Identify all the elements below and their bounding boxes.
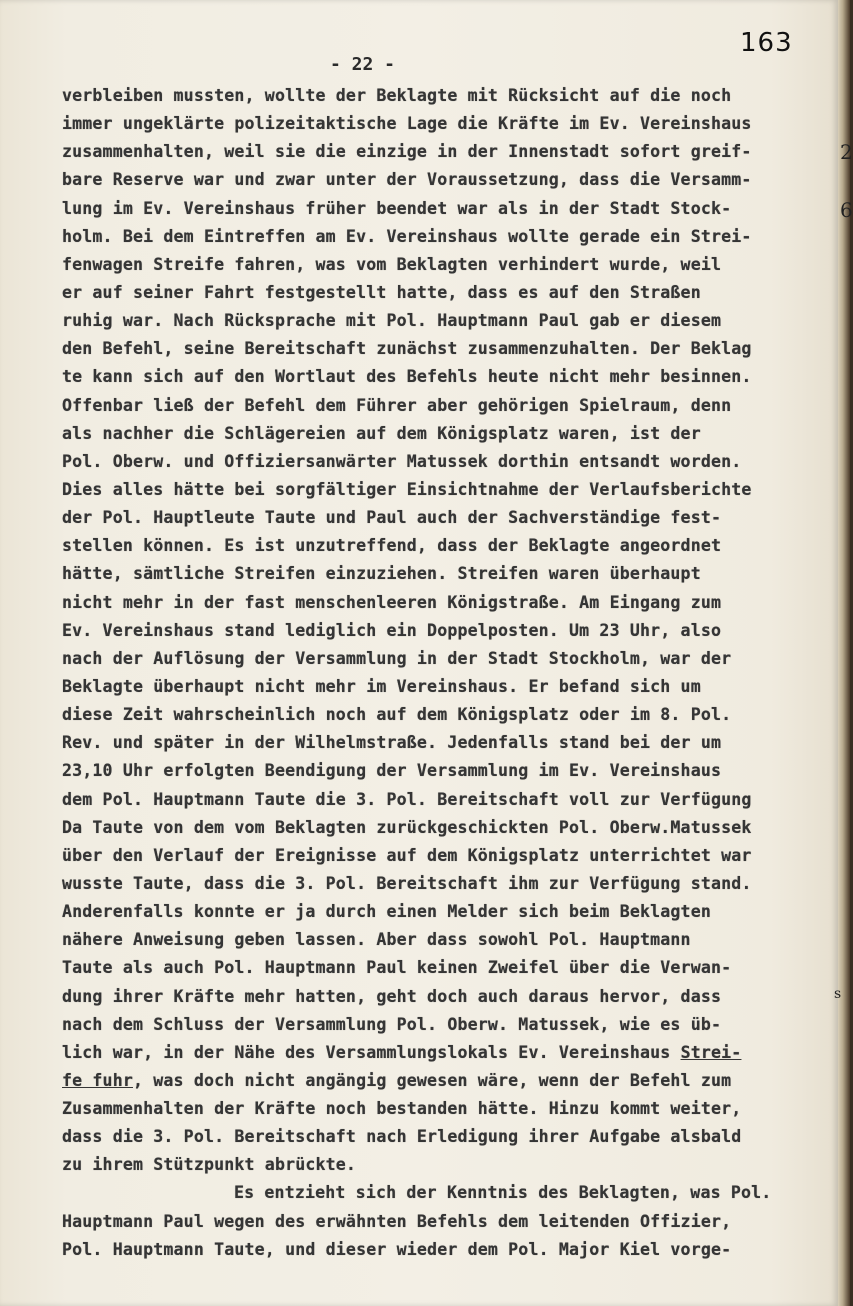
text-line: nach dem Schluss der Versammlung Pol. Oberw. Matussek, wie es üb-: [62, 1014, 722, 1034]
text-line: er auf seiner Fahrt festgestellt hatte, dass es auf den Straßen: [62, 282, 701, 302]
text-line: wusste Taute, dass die 3. Pol. Bereitschaft ihm zur Verfügung stand.: [62, 873, 752, 893]
text-line: 23,10 Uhr erfolgten Beendigung der Versammlung im Ev. Vereinshaus: [62, 761, 722, 781]
text-line: lung im Ev. Vereinshaus früher beendet war als in der Stadt Stock-: [62, 198, 732, 218]
text-line: den Befehl, seine Bereitschaft zunächst zusammenzuhalten. Der Beklag: [62, 339, 752, 359]
text-line: Hauptmann Paul wegen des erwähnten Befehls dem leitenden Offizier,: [62, 1211, 732, 1231]
text-line: Rev. und später in der Wilhelmstraße. Jedenfalls stand bei der um: [62, 733, 722, 753]
text-line: Offenbar ließ der Befehl dem Führer aber gehörigen Spielraum, denn: [62, 395, 732, 415]
edge-mark: 6: [840, 198, 853, 222]
edge-mark: 2: [840, 140, 853, 164]
text-line: der Pol. Hauptleute Taute und Paul auch der Sachverständige fest-: [62, 508, 722, 528]
text-line: als nachher die Schlägereien auf dem Königsplatz waren, ist der: [62, 423, 701, 443]
text-line: Ev. Vereinshaus stand lediglich ein Doppelposten. Um 23 Uhr, also: [62, 620, 722, 640]
text-line: te kann sich auf den Wortlaut des Befehls heute nicht mehr besinnen.: [62, 367, 752, 387]
text-line: dung ihrer Kräfte mehr hatten, geht doch auch daraus hervor, dass: [62, 986, 722, 1006]
adjacent-page-edge: [838, 0, 850, 1306]
edge-mark: s: [834, 986, 842, 1002]
text-line: zu ihrem Stützpunkt abrückte.: [62, 1155, 357, 1175]
text-line: ruhig war. Nach Rücksprache mit Pol. Hauptmann Paul gab er diesem: [62, 311, 722, 331]
body-text: [62, 82, 842, 1264]
text-line: lich war, in der Nähe des Versammlungslokals Ev. Vereinshaus Strei-: [62, 1042, 742, 1062]
text-line: holm. Bei dem Eintreffen am Ev. Vereinshaus wollte gerade ein Strei-: [62, 226, 752, 246]
page-number: - 22 -: [330, 54, 396, 75]
text-line: bare Reserve war und zwar unter der Voraussetzung, dass die Versamm-: [62, 170, 752, 190]
text-line: Anderenfalls konnte er ja durch einen Melder sich beim Beklagten: [62, 902, 711, 922]
text-line: nicht mehr in der fast menschenleeren Königstraße. Am Eingang zum: [62, 592, 722, 612]
text-line: fe fuhr, was doch nicht angängig gewesen wäre, wenn der Befehl zum: [62, 1070, 732, 1090]
text-line: dem Pol. Hauptmann Taute die 3. Pol. Bereitschaft voll zur Verfügung: [62, 789, 752, 809]
text-line: Zusammenhalten der Kräfte noch bestanden hätte. Hinzu kommt weiter,: [62, 1099, 742, 1119]
text-line: immer ungeklärte polizeitaktische Lage die Kräfte im Ev. Vereinshaus: [62, 114, 752, 134]
text-line: dass die 3. Pol. Bereitschaft nach Erledigung ihrer Aufgabe alsbald: [62, 1127, 742, 1147]
text-line: Da Taute von dem vom Beklagten zurückgeschickten Pol. Oberw.Matussek: [62, 817, 752, 837]
text-line: über den Verlauf der Ereignisse auf dem Königsplatz unterrichtet war: [62, 845, 752, 865]
text-line: diese Zeit wahrscheinlich noch auf dem Königsplatz oder im 8. Pol.: [62, 705, 732, 725]
text-line: fenwagen Streife fahren, was vom Beklagten verhindert wurde, weil: [62, 254, 722, 274]
text-line: Taute als auch Pol. Hauptmann Paul keinen Zweifel über die Verwan-: [62, 958, 732, 978]
text-line: verbleiben mussten, wollte der Beklagte mit Rücksicht auf die noch: [62, 86, 732, 105]
text-line: Es entzieht sich der Kenntnis des Beklagten, was Pol.: [234, 1183, 772, 1203]
text-line: hätte, sämtliche Streifen einzuziehen. Streifen waren überhaupt: [62, 564, 701, 584]
text-line: nach der Auflösung der Versammlung in der Stadt Stockholm, war der: [62, 648, 732, 668]
text-line: stellen können. Es ist unzutreffend, dass der Beklagte angeordnet: [62, 536, 722, 556]
text-line: Pol. Hauptmann Taute, und dieser wieder dem Pol. Major Kiel vorge-: [62, 1239, 732, 1259]
folio-number: 163: [740, 28, 793, 58]
text-line: nähere Anweisung geben lassen. Aber dass sowohl Pol. Hauptmann: [62, 930, 691, 950]
text-line: zusammenhalten, weil sie die einzige in der Innenstadt sofort greif-: [62, 142, 752, 162]
text-line: Beklagte überhaupt nicht mehr im Vereinshaus. Er befand sich um: [62, 676, 701, 696]
text-line: Pol. Oberw. und Offiziersanwärter Matussek dorthin entsandt worden.: [62, 451, 742, 471]
text-line: Dies alles hätte bei sorgfältiger Einsichtnahme der Verlaufsberichte: [62, 479, 752, 499]
